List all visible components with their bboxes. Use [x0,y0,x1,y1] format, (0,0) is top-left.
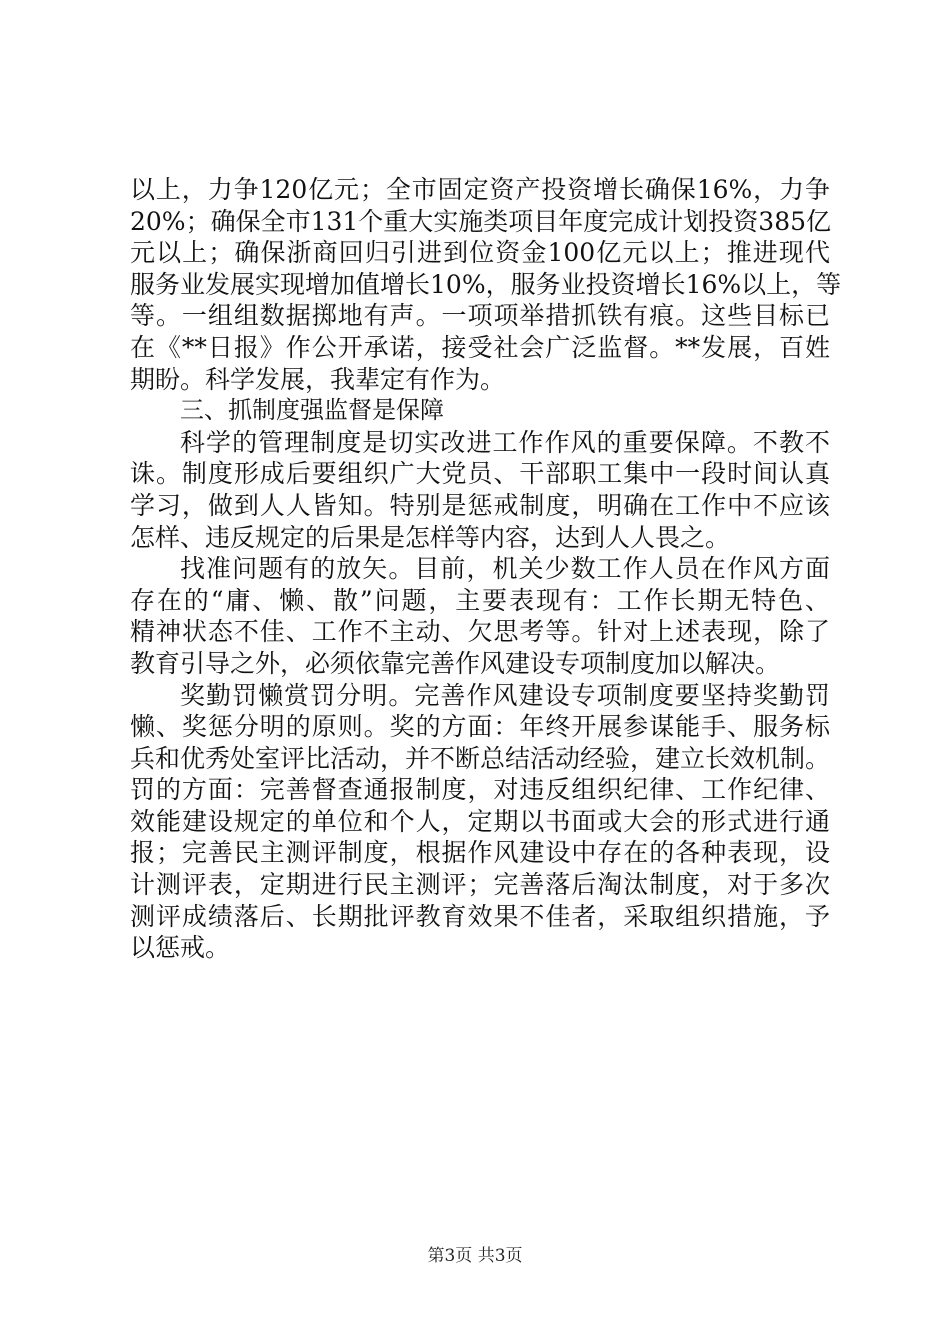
text-line: 服务业发展实现增加值增长10%，服务业投资增长16%以上，等 [130,269,842,299]
text-line: 测评成绩落后、长期批评教育效果不佳者，采取组织措施，予 [130,901,830,931]
text-line: 罚的方面：完善督查通报制度，对违反组织纪律、工作纪律、 [130,775,830,805]
text-line: 效能建设规定的单位和个人，定期以书面或大会的形式进行通 [130,806,830,836]
text-line: 存在的“庸、懒、散”问题，主要表现有：工作长期无特色、 [130,585,830,615]
text-line: 20%；确保全市131个重大实施类项目年度完成计划投资385亿 [130,206,832,236]
text-line: 找准问题有的放矢。目前，机关少数工作人员在作风方面 [180,554,830,584]
text-line: 报；完善民主测评制度，根据作风建设中存在的各种表现，设 [130,838,830,868]
text-line: 期盼。科学发展，我辈定有作为。 [130,364,506,394]
text-line: 等。一组组数据掷地有声。一项项举措抓铁有痕。这些目标已 [130,301,830,331]
text-line: 怎样、违反规定的后果是怎样等内容，达到人人畏之。 [130,522,731,552]
text-line: 计测评表，定期进行民主测评；完善落后淘汰制度，对于多次 [130,870,830,900]
text-line: 以惩戒。 [130,933,231,963]
text-line: 元以上；确保浙商回归引进到位资金100亿元以上；推进现代 [130,238,830,268]
text-line: 科学的管理制度是切实改进工作作风的重要保障。不教不 [180,427,830,457]
text-line: 教育引导之外，必须依靠完善作风建设专项制度加以解决。 [130,648,781,678]
text-line: 在《**日报》作公开承诺，接受社会广泛监督。**发展，百姓 [130,332,830,362]
text-line: 精神状态不佳、工作不主动、欠思考等。针对上述表现，除了 [130,617,830,647]
page-footer: 第3页 共3页 [427,1246,523,1266]
document-body [130,174,842,964]
text-line: 诛。制度形成后要组织广大党员、干部职工集中一段时间认真 [130,459,830,489]
text-line: 懒、奖惩分明的原则。奖的方面：年终开展参谋能手、服务标 [130,712,830,742]
text-line: 学习，做到人人皆知。特别是惩戒制度，明确在工作中不应该 [130,490,830,520]
text-line: 兵和优秀处室评比活动，并不断总结活动经验，建立长效机制。 [130,743,831,773]
text-line: 以上，力争120亿元；全市固定资产投资增长确保16%，力争 [130,175,830,204]
section-heading: 三、抓制度强监督是保障 [180,396,444,425]
text-line: 奖勤罚懒赏罚分明。完善作风建设专项制度要坚持奖勤罚 [180,680,830,710]
